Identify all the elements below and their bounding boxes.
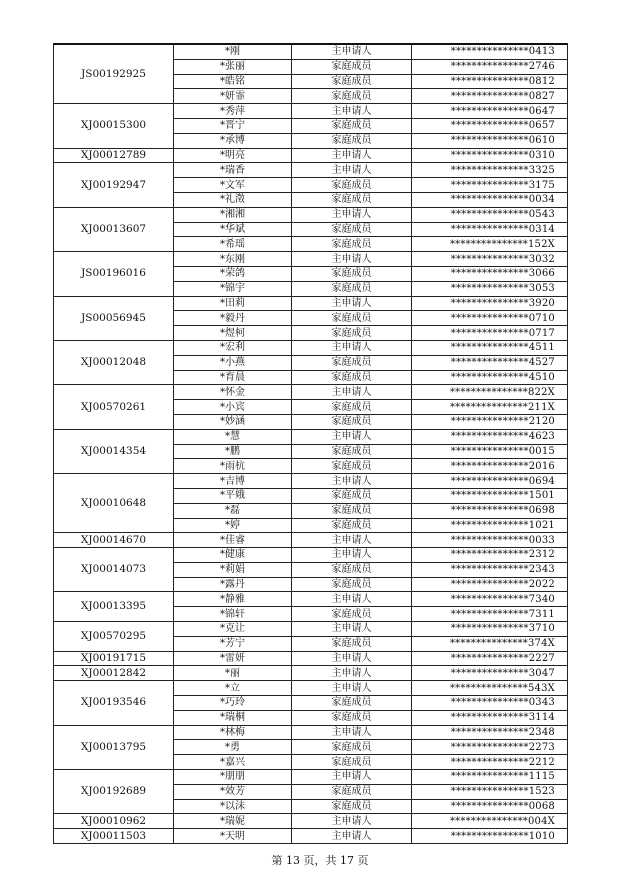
role-cell: 家庭成员 <box>292 370 412 385</box>
role-cell: 主申请人 <box>292 548 412 563</box>
name-cell: *佳睿 <box>174 533 292 548</box>
role-cell: 家庭成员 <box>292 266 412 281</box>
name-cell: *婷 <box>174 518 292 533</box>
role-cell: 家庭成员 <box>292 222 412 237</box>
role-cell: 家庭成员 <box>292 192 412 207</box>
table-row <box>54 296 568 311</box>
application-id-cell: XJ00012789 <box>54 148 174 163</box>
role-cell: 主申请人 <box>292 340 412 355</box>
application-id-cell: XJ00014073 <box>54 548 174 592</box>
id-number-cell: ***************1115 <box>412 770 568 785</box>
application-id-cell: XJ00014354 <box>54 429 174 473</box>
application-id-cell: XJ00012048 <box>54 340 174 384</box>
name-cell: *宏利 <box>174 340 292 355</box>
id-number-cell: ***************2348 <box>412 725 568 740</box>
name-cell: *瑞妮 <box>174 814 292 829</box>
table-row <box>54 207 568 222</box>
role-cell: 家庭成员 <box>292 178 412 193</box>
name-cell: *勇 <box>174 740 292 755</box>
table-row <box>54 622 568 637</box>
id-number-cell: ***************2120 <box>412 414 568 429</box>
name-cell: *妙涵 <box>174 414 292 429</box>
id-number-cell: ***************2746 <box>412 59 568 74</box>
application-id-cell: XJ00010962 <box>54 814 174 829</box>
name-cell: *健康 <box>174 548 292 563</box>
role-cell: 主申请人 <box>292 429 412 444</box>
name-cell: *天明 <box>174 829 292 844</box>
role-cell: 主申请人 <box>292 207 412 222</box>
id-number-cell: ***************211X <box>412 400 568 415</box>
name-cell: *煜柯 <box>174 326 292 341</box>
role-cell: 家庭成员 <box>292 281 412 296</box>
role-cell: 主申请人 <box>292 296 412 311</box>
name-cell: *湘湘 <box>174 207 292 222</box>
name-cell: *小燕 <box>174 355 292 370</box>
id-number-cell: ***************0413 <box>412 44 568 59</box>
id-number-cell: ***************2212 <box>412 755 568 770</box>
table-row <box>54 429 568 444</box>
role-cell: 家庭成员 <box>292 755 412 770</box>
id-number-cell: ***************2312 <box>412 548 568 563</box>
table-row <box>54 44 568 59</box>
role-cell: 家庭成员 <box>292 89 412 104</box>
application-id-cell: XJ00191715 <box>54 651 174 666</box>
name-cell: *承博 <box>174 133 292 148</box>
role-cell: 主申请人 <box>292 533 412 548</box>
applicant-table <box>53 43 568 844</box>
role-cell: 主申请人 <box>292 666 412 681</box>
role-cell: 家庭成员 <box>292 696 412 711</box>
role-cell: 主申请人 <box>292 681 412 696</box>
role-cell: 家庭成员 <box>292 562 412 577</box>
table-row <box>54 163 568 178</box>
name-cell: *朋朋 <box>174 770 292 785</box>
application-id-cell: XJ00192947 <box>54 163 174 207</box>
id-number-cell: ***************0827 <box>412 89 568 104</box>
role-cell: 主申请人 <box>292 44 412 59</box>
name-cell: *希瑶 <box>174 237 292 252</box>
id-number-cell: ***************543X <box>412 681 568 696</box>
id-number-cell: ***************0314 <box>412 222 568 237</box>
id-number-cell: ***************3325 <box>412 163 568 178</box>
role-cell: 主申请人 <box>292 252 412 267</box>
application-id-cell: XJ00012842 <box>54 666 174 681</box>
application-id-cell: XJ00010648 <box>54 474 174 533</box>
table-row <box>54 725 568 740</box>
table-row <box>54 681 568 696</box>
application-id-cell: XJ00015300 <box>54 104 174 148</box>
id-number-cell: ***************0543 <box>412 207 568 222</box>
application-id-cell: JS00056945 <box>54 296 174 340</box>
name-cell: *瑞香 <box>174 163 292 178</box>
role-cell: 家庭成员 <box>292 740 412 755</box>
id-number-cell: ***************3053 <box>412 281 568 296</box>
table-row <box>54 533 568 548</box>
name-cell: *礼澂 <box>174 192 292 207</box>
application-id-cell: XJ00570295 <box>54 622 174 652</box>
role-cell: 家庭成员 <box>292 355 412 370</box>
name-cell: *张丽 <box>174 59 292 74</box>
id-number-cell: ***************2343 <box>412 562 568 577</box>
id-number-cell: ***************822X <box>412 385 568 400</box>
name-cell: *以沫 <box>174 799 292 814</box>
id-number-cell: ***************0710 <box>412 311 568 326</box>
name-cell: *怀金 <box>174 385 292 400</box>
role-cell: 主申请人 <box>292 592 412 607</box>
role-cell: 家庭成员 <box>292 459 412 474</box>
id-number-cell: ***************7340 <box>412 592 568 607</box>
role-cell: 家庭成员 <box>292 636 412 651</box>
id-number-cell: ***************3710 <box>412 622 568 637</box>
role-cell: 家庭成员 <box>292 488 412 503</box>
table-row <box>54 340 568 355</box>
name-cell: *锦宇 <box>174 281 292 296</box>
id-number-cell: ***************1523 <box>412 784 568 799</box>
id-number-cell: ***************4511 <box>412 340 568 355</box>
id-number-cell: ***************0647 <box>412 104 568 119</box>
name-cell: *平娥 <box>174 488 292 503</box>
role-cell: 主申请人 <box>292 385 412 400</box>
role-cell: 主申请人 <box>292 104 412 119</box>
role-cell: 家庭成员 <box>292 784 412 799</box>
name-cell: *克让 <box>174 622 292 637</box>
role-cell: 主申请人 <box>292 814 412 829</box>
role-cell: 主申请人 <box>292 148 412 163</box>
table-row <box>54 474 568 489</box>
application-id-cell: JS00192925 <box>54 44 174 104</box>
id-number-cell: ***************1021 <box>412 518 568 533</box>
role-cell: 主申请人 <box>292 474 412 489</box>
name-cell: *文军 <box>174 178 292 193</box>
id-number-cell: ***************2227 <box>412 651 568 666</box>
application-id-cell: XJ00013395 <box>54 592 174 622</box>
id-number-cell: ***************4510 <box>412 370 568 385</box>
role-cell: 家庭成员 <box>292 133 412 148</box>
id-number-cell: ***************4527 <box>412 355 568 370</box>
role-cell: 家庭成员 <box>292 414 412 429</box>
role-cell: 家庭成员 <box>292 799 412 814</box>
name-cell: *刚 <box>174 44 292 59</box>
table-row <box>54 814 568 829</box>
name-cell: *明亮 <box>174 148 292 163</box>
role-cell: 主申请人 <box>292 651 412 666</box>
role-cell: 主申请人 <box>292 829 412 844</box>
application-id-cell: XJ00193546 <box>54 681 174 725</box>
id-number-cell: ***************0694 <box>412 474 568 489</box>
table-row <box>54 666 568 681</box>
role-cell: 家庭成员 <box>292 237 412 252</box>
role-cell: 家庭成员 <box>292 503 412 518</box>
id-number-cell: ***************0610 <box>412 133 568 148</box>
role-cell: 主申请人 <box>292 163 412 178</box>
table-row <box>54 104 568 119</box>
id-number-cell: ***************0015 <box>412 444 568 459</box>
id-number-cell: ***************2016 <box>412 459 568 474</box>
role-cell: 家庭成员 <box>292 607 412 622</box>
id-number-cell: ***************3066 <box>412 266 568 281</box>
name-cell: *育晨 <box>174 370 292 385</box>
role-cell: 家庭成员 <box>292 74 412 89</box>
table-row <box>54 385 568 400</box>
name-cell: *雷妍 <box>174 651 292 666</box>
name-cell: *丽 <box>174 666 292 681</box>
id-number-cell: ***************0812 <box>412 74 568 89</box>
name-cell: *慧 <box>174 429 292 444</box>
name-cell: *雨杭 <box>174 459 292 474</box>
id-number-cell: ***************3047 <box>412 666 568 681</box>
role-cell: 家庭成员 <box>292 59 412 74</box>
id-number-cell: ***************0068 <box>412 799 568 814</box>
table-row <box>54 148 568 163</box>
id-number-cell: ***************0717 <box>412 326 568 341</box>
name-cell: *毅丹 <box>174 311 292 326</box>
id-number-cell: ***************2022 <box>412 577 568 592</box>
id-number-cell: ***************3175 <box>412 178 568 193</box>
role-cell: 家庭成员 <box>292 518 412 533</box>
id-number-cell: ***************1501 <box>412 488 568 503</box>
role-cell: 家庭成员 <box>292 444 412 459</box>
name-cell: *东刚 <box>174 252 292 267</box>
table-row <box>54 829 568 844</box>
id-number-cell: ***************0343 <box>412 696 568 711</box>
name-cell: *露丹 <box>174 577 292 592</box>
id-number-cell: ***************0310 <box>412 148 568 163</box>
name-cell: *效芳 <box>174 784 292 799</box>
role-cell: 家庭成员 <box>292 710 412 725</box>
name-cell: *芳宁 <box>174 636 292 651</box>
name-cell: *锦轩 <box>174 607 292 622</box>
application-id-cell: XJ00013607 <box>54 207 174 251</box>
role-cell: 主申请人 <box>292 622 412 637</box>
id-number-cell: ***************374X <box>412 636 568 651</box>
id-number-cell: ***************7311 <box>412 607 568 622</box>
id-number-cell: ***************0034 <box>412 192 568 207</box>
role-cell: 主申请人 <box>292 770 412 785</box>
id-number-cell: ***************1010 <box>412 829 568 844</box>
name-cell: *皓铭 <box>174 74 292 89</box>
application-id-cell: XJ00013795 <box>54 725 174 769</box>
name-cell: *田莉 <box>174 296 292 311</box>
role-cell: 家庭成员 <box>292 311 412 326</box>
name-cell: *林梅 <box>174 725 292 740</box>
application-id-cell: XJ00192689 <box>54 770 174 814</box>
role-cell: 主申请人 <box>292 725 412 740</box>
id-number-cell: ***************0657 <box>412 118 568 133</box>
name-cell: *鹏 <box>174 444 292 459</box>
application-id-cell: JS00196016 <box>54 252 174 296</box>
name-cell: *秀萍 <box>174 104 292 119</box>
id-number-cell: ***************0698 <box>412 503 568 518</box>
id-number-cell: ***************3032 <box>412 252 568 267</box>
name-cell: *静雅 <box>174 592 292 607</box>
name-cell: *吉博 <box>174 474 292 489</box>
name-cell: *立 <box>174 681 292 696</box>
id-number-cell: ***************2273 <box>412 740 568 755</box>
table-row <box>54 592 568 607</box>
id-number-cell: ***************4623 <box>412 429 568 444</box>
role-cell: 家庭成员 <box>292 577 412 592</box>
name-cell: *小宾 <box>174 400 292 415</box>
application-id-cell: XJ00570261 <box>54 385 174 429</box>
name-cell: *嘉兴 <box>174 755 292 770</box>
role-cell: 家庭成员 <box>292 326 412 341</box>
application-id-cell: XJ00014670 <box>54 533 174 548</box>
table-row <box>54 651 568 666</box>
name-cell: *莉娟 <box>174 562 292 577</box>
role-cell: 家庭成员 <box>292 400 412 415</box>
name-cell: *巧玲 <box>174 696 292 711</box>
name-cell: *华斌 <box>174 222 292 237</box>
page-footer: 第 13 页，共 17 页 <box>271 854 369 867</box>
id-number-cell: ***************3920 <box>412 296 568 311</box>
name-cell: *荣鸽 <box>174 266 292 281</box>
role-cell: 家庭成员 <box>292 118 412 133</box>
name-cell: *晋宁 <box>174 118 292 133</box>
table-row <box>54 548 568 563</box>
id-number-cell: ***************0033 <box>412 533 568 548</box>
table-row <box>54 252 568 267</box>
id-number-cell: ***************3114 <box>412 710 568 725</box>
name-cell: *瑞桐 <box>174 710 292 725</box>
application-id-cell: XJ00011503 <box>54 829 174 844</box>
id-number-cell: ***************004X <box>412 814 568 829</box>
name-cell: *妍霏 <box>174 89 292 104</box>
id-number-cell: ***************152X <box>412 237 568 252</box>
table-row <box>54 770 568 785</box>
name-cell: *磊 <box>174 503 292 518</box>
